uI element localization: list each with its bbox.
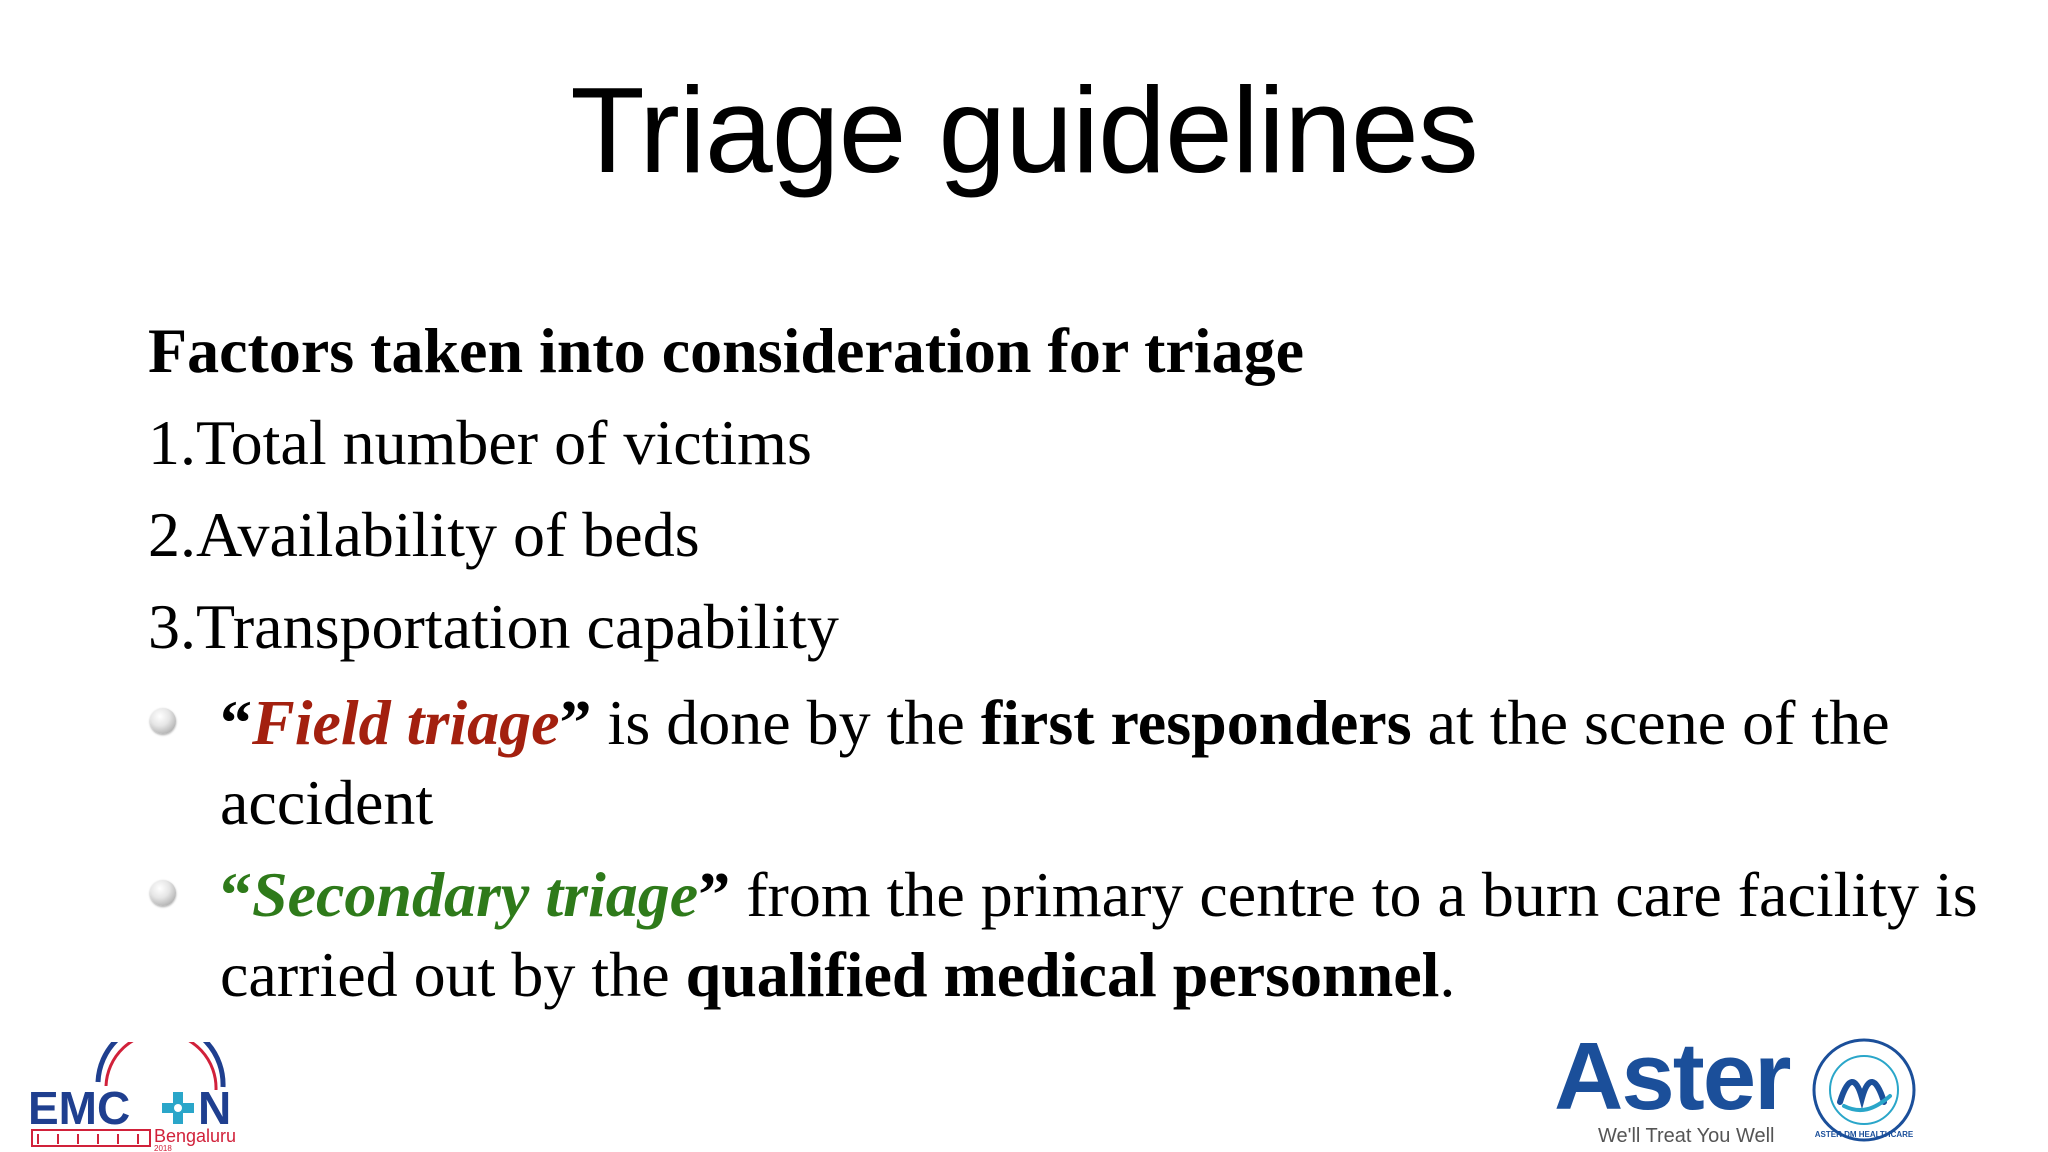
- bullet-field-triage: [148, 683, 1980, 843]
- bullet-bold-text: qualified medical personnel: [685, 939, 1440, 1010]
- bullet-text: .: [1439, 939, 1456, 1010]
- bullet-dot-icon: [150, 708, 176, 734]
- aster-seal-icon: [1810, 1036, 1918, 1144]
- numbered-item-2: 2.Availability of beds: [148, 499, 700, 570]
- quote-open: “: [220, 859, 252, 930]
- quote-open: “: [220, 687, 252, 758]
- content-heading: Factors taken into consideration for triage: [148, 315, 1304, 386]
- bullet-text: at the scene of the accident: [220, 687, 1890, 838]
- numbered-item-3: 3.Transportation capability: [148, 591, 839, 662]
- numbered-item-1: 1.Total number of victims: [148, 407, 812, 478]
- bullet-text: is done by the: [591, 687, 981, 758]
- slide-title: Triage guidelines: [570, 62, 1478, 198]
- quote-close: ”: [698, 859, 731, 930]
- bullet-dot-icon: [150, 880, 176, 906]
- svg-text:EMC: EMC: [28, 1082, 131, 1134]
- svg-text:ASTER DM HEALTHCARE: ASTER DM HEALTHCARE: [1814, 1130, 1914, 1139]
- emcon-logo: [28, 1042, 248, 1152]
- secondary-triage-term: Secondary triage: [252, 859, 699, 930]
- svg-text:2018: 2018: [154, 1144, 172, 1152]
- svg-text:N: N: [198, 1082, 232, 1134]
- quote-close: ”: [559, 687, 592, 758]
- bullet-text: from the primary centre to a burn care facility is carried out by the: [220, 859, 1978, 1010]
- bullet-secondary-triage: [148, 855, 1980, 1015]
- aster-tagline: We'll Treat You Well: [1598, 1125, 1775, 1147]
- slide-content: [148, 305, 1978, 1015]
- bullet-bold-text: first responders: [980, 687, 1412, 758]
- svg-text:Bengaluru: Bengaluru: [154, 1126, 237, 1146]
- aster-logo: [1548, 1023, 1928, 1152]
- field-triage-term: Field triage: [252, 687, 560, 758]
- aster-wordmark: Aster: [1554, 1023, 1790, 1130]
